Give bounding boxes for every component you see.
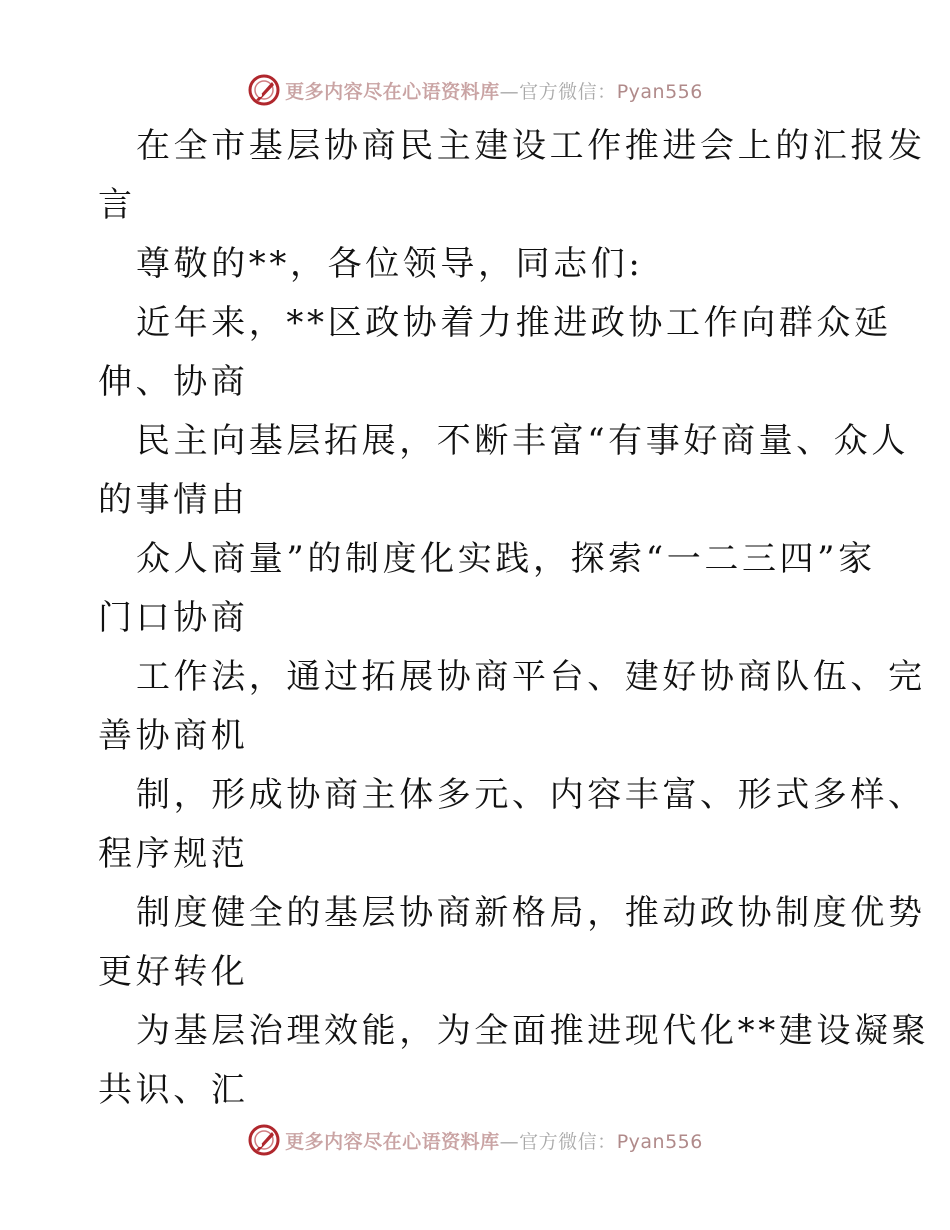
watermark-dash: — [499, 1130, 520, 1153]
body-line: 更好转化 [98, 952, 249, 992]
watermark-text [285, 77, 703, 104]
watermark-dash: — [499, 80, 520, 103]
header-watermark [0, 70, 950, 110]
body-line: 程序规范 [98, 834, 249, 874]
watermark-contact-label: 官方微信： [519, 80, 617, 103]
watermark-contact-label: 官方微信： [519, 1130, 617, 1153]
watermark-wechat-id: Pyan556 [616, 80, 703, 103]
document-title-line-2: 言 [98, 185, 136, 225]
body-line: 为基层治理效能，为全面推进现代化**建设凝聚 [136, 1011, 930, 1051]
body-line: 善协商机 [98, 716, 249, 756]
body-line: 共识、汇 [98, 1070, 249, 1110]
body-line: 众人商量”的制度化实践，探索“一二三四”家 [136, 539, 876, 579]
quill-logo-icon [247, 73, 281, 107]
body-line: 制，形成协商主体多元、内容丰富、形式多样、 [136, 775, 926, 815]
footer-watermark [0, 1120, 950, 1160]
watermark-site-text: 更多内容尽在心语资料库 [285, 1130, 500, 1153]
watermark-text [285, 1127, 703, 1154]
body-line: 工作法，通过拓展协商平台、建好协商队伍、完 [136, 657, 926, 697]
salutation-line: 尊敬的**，各位领导，同志们: [136, 244, 644, 284]
watermark-site-text: 更多内容尽在心语资料库 [285, 80, 500, 103]
body-line: 制度健全的基层协商新格局，推动政协制度优势 [136, 893, 926, 933]
body-line: 门口协商 [98, 598, 249, 638]
body-line: 民主向基层拓展，不断丰富“有事好商量、众人 [136, 421, 909, 461]
quill-logo-icon [247, 1123, 281, 1157]
body-line: 的事情由 [98, 480, 249, 520]
watermark-wechat-id: Pyan556 [616, 1130, 703, 1153]
document-title-line-1: 在全市基层协商民主建设工作推进会上的汇报发 [136, 126, 926, 166]
body-line: 伸、协商 [98, 362, 249, 402]
body-line: 近年来，**区政协着力推进政协工作向群众延 [136, 303, 892, 343]
